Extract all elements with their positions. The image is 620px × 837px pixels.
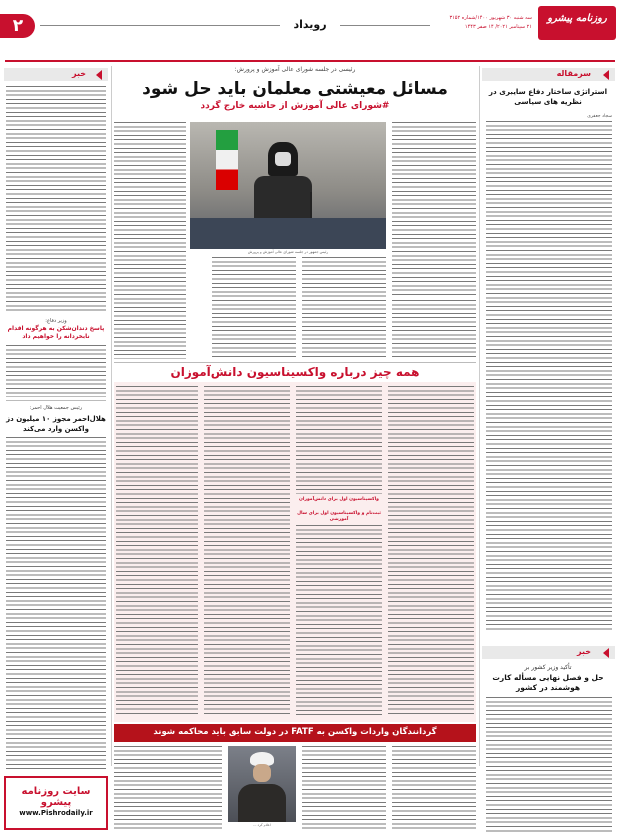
issue-line-2: ۲۱ سپتامبر ۲۰۲۱/ ۱۴ صفر ۱۴۴۳ [464,24,532,30]
news-section-bar-left [4,68,108,81]
site-ad-title: سایت روزنامه پیشرو [21,786,91,808]
news-section-label-left: خبر [71,69,86,78]
editorial-section-label: سرمقاله [556,69,591,78]
story3-headline: گردانندگان واردات واکسن به FATF در دولت سابق باید محاکمه شوند [153,727,437,737]
left-item2-headline: هلال‌احمر مجوز ۱۰ میلیون دز واکسن وارد می‌کند [6,415,106,433]
section-title: رویداد [293,18,327,31]
cleric-face [253,764,271,782]
column-divider-right [479,66,480,766]
main-col-2 [302,257,386,359]
story2-top-rule [114,362,476,363]
main-col-1b [392,300,476,359]
news-body-right [486,697,612,833]
news-section-bar-right [482,646,615,659]
main-photo [190,122,386,249]
left-item1-body [6,345,106,397]
column-divider-left [111,66,112,766]
story3-photo-caption: اعلام کرد ... [253,823,271,827]
story2-subhead-1: واکسیناسیون اول برای دانش‌آموزان [299,497,379,502]
speaker-face [275,152,291,166]
editorial-author: سجاد جعفری [587,114,612,119]
logo-text: روزنامه پیشرو [547,13,607,24]
news-section-label-right: خبر [576,647,591,656]
story2-col-2b [296,525,382,716]
speaker-body [254,176,312,221]
news-headline-right: حل و فصل نهایی مسأله کارت هوشمند در کشور [492,673,604,692]
editorial-marker-icon [603,70,609,80]
site-ad-url[interactable]: www.Pishrodaily.ir [19,809,93,817]
flag-icon [216,130,238,190]
photo-caption: رئیس جمهور در جلسه شورای عالی آموزش و پرورش [247,250,329,254]
editorial-section-bar [482,68,615,81]
story2-col-2 [296,386,382,494]
news-marker-icon-left [96,70,102,80]
header-rule-right [340,25,430,26]
story2-col-1 [388,386,474,716]
main-kicker: رئیسی در جلسه شورای عالی آموزش و پرورش: [234,66,356,73]
issue-line-1: سه شنبه ۳۰ شهریور ۱۴۰۰/شماره ۳۱۵۲ [449,15,532,21]
main-headline: مسائل معیشتی معلمان باید حل شود [142,79,448,99]
story2-col-4 [116,386,198,716]
main-subheadline: #شورای عالی آموزش از حاشیه خارج گردد [200,101,390,111]
editorial-headline: استراتژی ساختار دفاع سایبری در نظریه های سیاسی [488,87,608,106]
story3-photo [228,746,296,822]
main-col-3 [212,257,296,359]
editorial-body-1 [486,121,612,631]
left-item1-headline: پاسخ دندان‌شکن به هرگونه اقدام نابخردانه را خواهیم داد [7,325,105,340]
desk [190,218,386,249]
main-col-1 [392,122,476,297]
page-number: ۲ [12,16,24,36]
story3-col-1 [392,746,476,832]
news-kicker-right: تأکید وزیر کشور بر [524,664,572,671]
left-item1-kicker: وزیر دفاع: [45,318,67,324]
microphone [310,192,312,218]
cleric-body [238,784,286,822]
story2-subhead-2: ثبت‌نام و واکسیناسیون اول برای سال آموزشی [297,511,381,522]
story2-headline: همه چیز درباره واکسیناسیون دانش‌آموزان [170,365,420,379]
story3-col-2 [302,746,386,832]
left-item-divider [6,400,106,401]
left-item2-body [6,437,106,770]
story2-col-3 [204,386,290,716]
story3-col-3 [114,746,222,832]
news-marker-icon-right [603,648,609,658]
left-news-body-top [6,86,106,314]
left-item2-kicker: رئیس جمعیت هلال احمر: [29,405,83,411]
main-col-4 [114,122,186,359]
header-bottom-rule [5,60,615,62]
header-bar [0,0,620,45]
header-rule-left [40,25,280,26]
